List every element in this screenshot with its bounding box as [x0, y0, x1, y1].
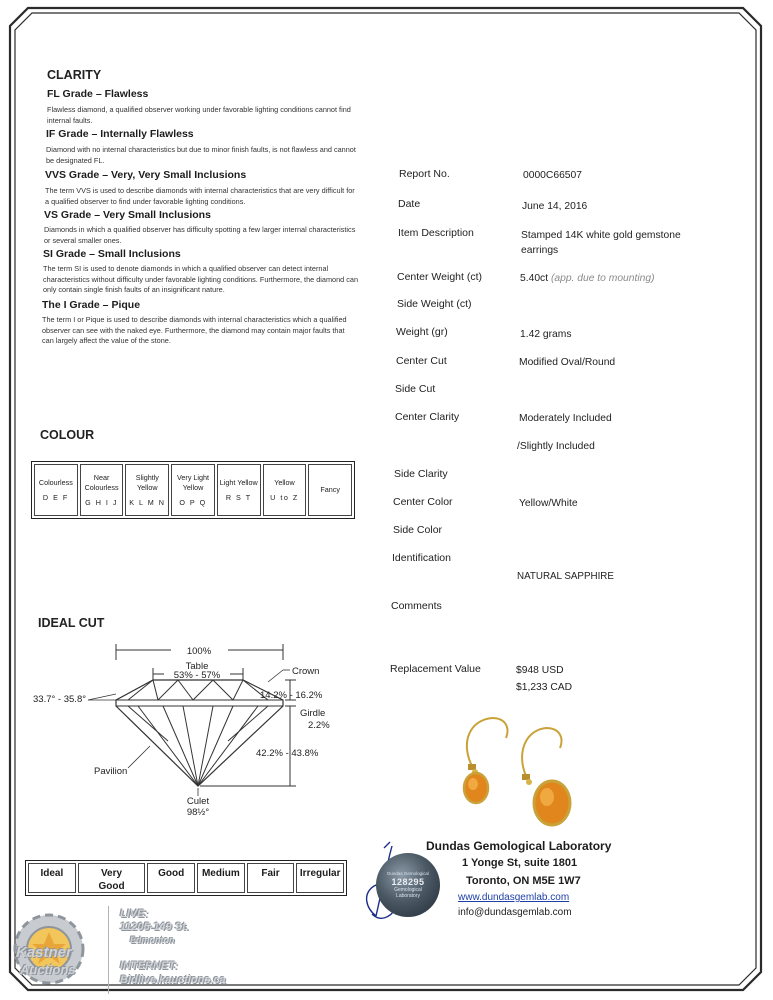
hologram-text: Laboratory — [396, 892, 420, 899]
center-weight-note: (app. due to mounting) — [550, 273, 655, 284]
weight-gr-label: Weight (gr) — [396, 326, 448, 338]
live-city: Edmonton — [130, 935, 175, 945]
colour-cell — [171, 464, 215, 516]
colour-cell — [217, 464, 261, 516]
identification-value: NATURAL SAPPHIRE — [517, 571, 614, 582]
colour-name: Colourless — [38, 477, 73, 487]
grade-vvs — [45, 169, 360, 207]
report-no-label: Report No. — [399, 168, 450, 180]
cut-grade-cell: Medium — [197, 863, 245, 893]
cut-grade-cell: Fair — [247, 863, 295, 893]
center-clarity-value-2: /Slightly Included — [517, 441, 595, 452]
side-cut-label: Side Cut — [395, 383, 436, 395]
culet-pct-label: 98½° — [186, 807, 210, 818]
colour-code: D E F — [42, 493, 69, 503]
table-label: Table — [185, 661, 209, 672]
report-no-value: 0000C66507 — [523, 170, 582, 181]
colour-name: Fancy — [320, 485, 340, 495]
pavilion-depth-label: 42.2% - 43.8% — [256, 748, 319, 759]
center-clarity-label: Center Clarity — [395, 411, 460, 423]
grade-title: VS Grade – Very Small Inclusions — [44, 209, 211, 221]
center-color-label: Center Color — [393, 496, 453, 508]
cut-grade-cell: Ideal — [28, 863, 76, 893]
colour-name: Slightly Yellow — [135, 472, 159, 492]
grade-description: The term SI is used to denote diamonds in which a qualified observer can detect internal characteristics without difficulty under favorable lighting conditions. Furthermore, the diamond can only contain single finish faults of an insignificant nature. — [43, 264, 359, 295]
earrings-photo — [440, 712, 590, 832]
grade-title: VVS Grade – Very, Very Small Inclusions — [45, 169, 247, 181]
colour-cell — [263, 464, 307, 516]
center-weight-amount: 5.40ct — [520, 273, 549, 284]
internet-url: Bidlive.kauctions.ca — [120, 974, 226, 986]
center-cut-value: Modified Oval/Round — [519, 357, 616, 368]
grade-i — [42, 299, 354, 347]
replacement-usd-value: $948 USD — [516, 665, 564, 676]
colour-code: O P Q — [179, 498, 207, 508]
crown-height-label: 14.2% - 16.2% — [260, 690, 323, 701]
hologram-text: Gemological — [394, 886, 422, 893]
cut-grade-cell: Very Good — [78, 863, 146, 893]
center-weight-value — [520, 273, 655, 284]
lab-address-line1: 1 Yonge St, suite 1801 — [462, 857, 578, 869]
colour-code: K L M N — [129, 498, 166, 508]
grade-vs — [44, 209, 359, 246]
date-label: Date — [398, 198, 421, 210]
table-range-label: 53% - 57% — [173, 670, 221, 681]
item-description-label: Item Description — [398, 227, 474, 239]
culet-label: Culet — [186, 796, 210, 807]
grade-title: The I Grade – Pique — [42, 299, 141, 311]
width-label: 100% — [186, 646, 212, 657]
colour-cell — [308, 464, 352, 516]
colour-cell — [125, 464, 169, 516]
cut-grade-table — [25, 860, 347, 896]
hologram-seal — [376, 853, 440, 917]
colour-name: Very Light Yellow — [177, 472, 209, 492]
live-label: LIVE: — [120, 908, 149, 920]
grade-title: FL Grade – Flawless — [47, 88, 149, 100]
center-color-value: Yellow/White — [519, 498, 578, 509]
girdle-pct-label: 2.2% — [308, 720, 330, 731]
girdle-label: Girdle — [300, 708, 326, 719]
side-clarity-label: Side Clarity — [394, 468, 448, 480]
grade-title: SI Grade – Small Inclusions — [43, 248, 181, 260]
colour-code: G H I J — [85, 498, 119, 508]
cut-grade-cell: Irregular — [296, 863, 344, 893]
side-weight-label: Side Weight (ct) — [397, 298, 472, 310]
colour-cell — [80, 464, 124, 516]
lab-address-line2: Toronto, ON M5E 1W7 — [466, 875, 581, 887]
auction-watermark — [4, 898, 249, 998]
side-color-label: Side Color — [393, 524, 443, 536]
colour-code: R S T — [225, 493, 252, 503]
colour-name: Yellow — [274, 477, 295, 487]
grade-description: Diamonds in which a qualified observer has difficulty spotting a few larger internal characteristics or several smaller ones. — [44, 225, 356, 245]
replacement-value-label: Replacement Value — [390, 663, 481, 675]
crown-label: Crown — [292, 666, 320, 677]
center-clarity-value: Moderately Included — [519, 413, 612, 424]
brand-top: Kastner — [16, 944, 72, 961]
brand-bottom: Auctions — [20, 962, 76, 977]
lab-email: info@dundasgemlab.com — [458, 907, 572, 918]
colour-scale-table — [31, 461, 355, 519]
colour-name: Light Yellow — [219, 477, 258, 487]
identification-label: Identification — [392, 552, 451, 564]
watermark-divider — [108, 906, 109, 994]
grade-si — [43, 248, 359, 296]
grade-description: Flawless diamond, a qualified observer working under favorable lighting conditions cannot find internal faults. — [47, 105, 351, 125]
cut-grade-cell: Good — [147, 863, 195, 893]
colour-code: U to Z — [270, 493, 299, 503]
replacement-cad-value: $1,233 CAD — [516, 682, 573, 693]
grade-description: Diamond with no internal characteristics but due to minor finish faults, is not flawless and cannot be designated FL. — [46, 145, 356, 165]
center-weight-label: Center Weight (ct) — [397, 271, 482, 283]
live-address: 11205-149 St. — [120, 921, 189, 933]
item-description-value: Stamped 14K white gold gemstone earrings — [521, 230, 681, 256]
lab-name: Dundas Gemological Laboratory — [426, 839, 612, 853]
weight-gr-value: 1.42 grams — [520, 329, 572, 340]
internet-label: INTERNET: — [120, 960, 178, 972]
colour-cell — [34, 464, 78, 516]
hologram-number: 128295 — [391, 876, 425, 887]
grade-fl — [47, 88, 362, 126]
ideal-cut-title: IDEAL CUT — [38, 616, 105, 630]
lab-website-link[interactable]: www.dundasgemlab.com — [458, 892, 570, 903]
grade-description: The term I or Pique is used to describe diamonds with internal characteristics which a qualified observer can see with the naked eye. Furthermore, the diamond may contain major faults that can largely affect the value of the stone. — [42, 315, 347, 346]
colour-name: Near Colourless — [84, 472, 119, 492]
date-value: June 14, 2016 — [522, 201, 588, 212]
grade-title: IF Grade – Internally Flawless — [46, 128, 194, 140]
hologram-text: Dundas Gemological — [387, 871, 429, 877]
center-cut-label: Center Cut — [396, 355, 447, 367]
diamond-proportions-diagram — [28, 636, 368, 826]
comments-label: Comments — [391, 600, 442, 612]
clarity-title: CLARITY — [47, 68, 102, 82]
grade-if — [46, 128, 361, 166]
pavilion-label: Pavilion — [94, 766, 128, 777]
colour-title: COLOUR — [40, 428, 95, 442]
grade-description: The term VVS is used to describe diamonds with internal characteristics that are very difficult for a qualified observer to find under favorable lighting conditions. — [45, 186, 355, 206]
crown-angle-label: 33.7° - 35.8° — [33, 694, 87, 705]
